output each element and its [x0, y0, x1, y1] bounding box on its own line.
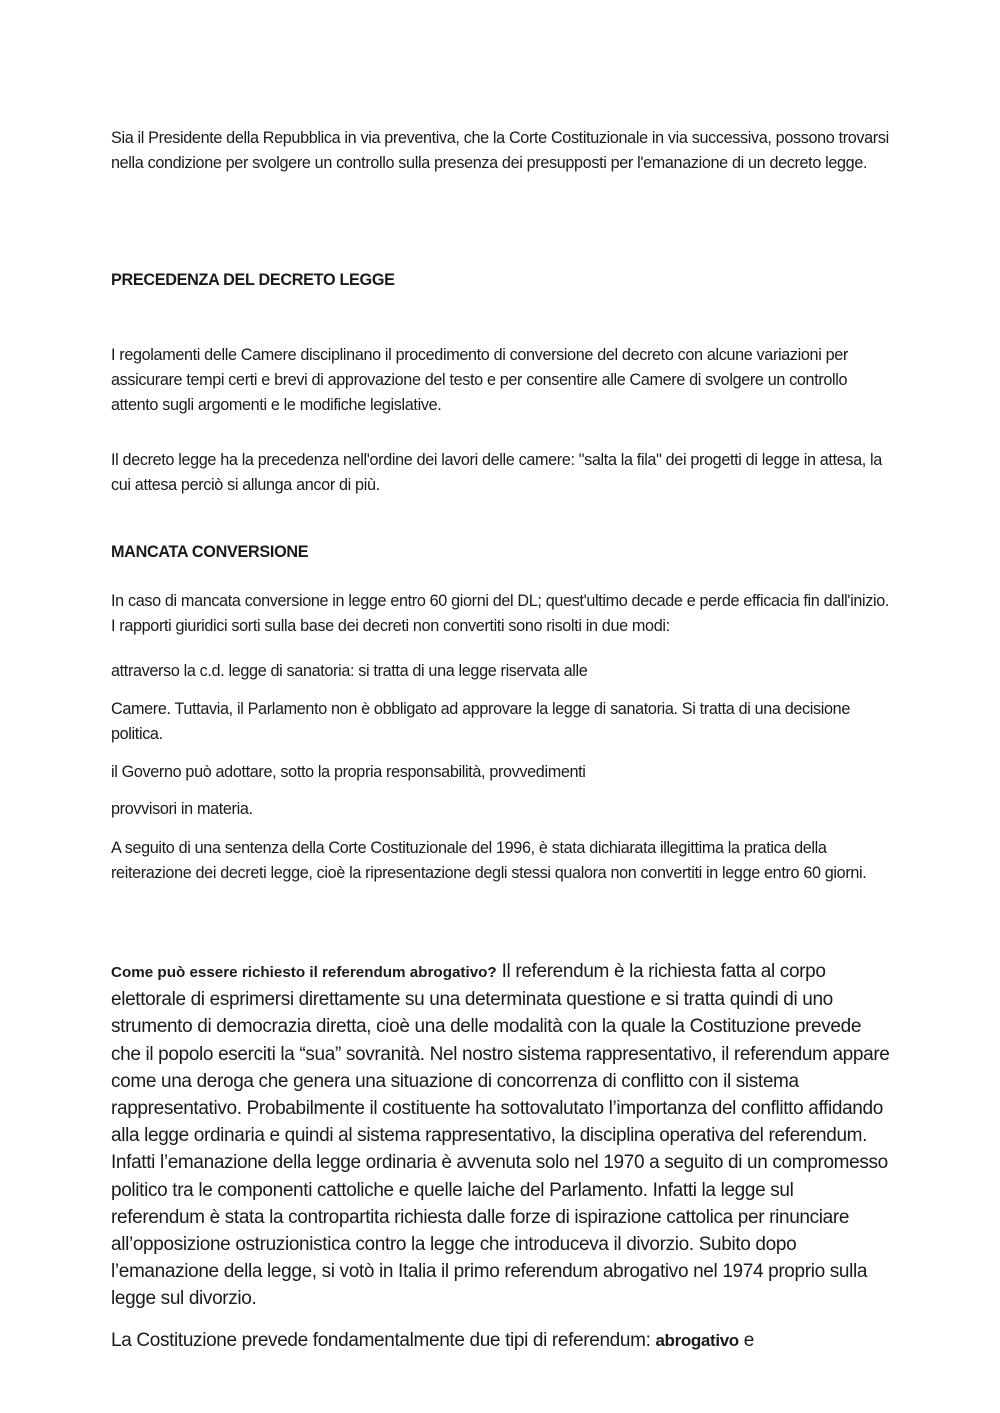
- paragraph-sentenza-1996: A seguito di una sentenza della Corte Costituzionale del 1996, è stata dichiarata illegittima la pratica della reiterazione dei decreti legge, cioè la ripresentazione degli stessi qualora non convertiti in legge entro 60 giorni.: [111, 839, 867, 882]
- heading-precedenza-decreto-legge: PRECEDENZA DEL DECRETO LEGGE: [111, 271, 395, 289]
- tipi-referendum-text: La Costituzione prevede fondamentalmente due tipi di referendum:: [111, 1330, 656, 1351]
- tipi-referendum-end: e: [738, 1330, 754, 1351]
- paragraph-camere-sanatoria: Camere. Tuttavia, il Parlamento non è obbligato ad approvare la legge di sanatoria. Si tratta di una decisione politica.: [111, 700, 850, 743]
- paragraph-governo-provvedimenti: il Governo può adottare, sotto la propria responsabilità, provvedimenti: [111, 763, 586, 781]
- paragraph-precedenza-lavori: Il decreto legge ha la precedenza nell'ordine dei lavori delle camere: "salta la fila" dei progetti di legge in attesa, la cui attesa perciò si allunga ancor di più.: [111, 451, 882, 494]
- referendum-body: Il referendum è la richiesta fatta al corpo elettorale di esprimersi direttamente su una determinata questione e si tratta quindi di uno strumento di democrazia diretta, cioè una delle modalità con la quale la Costituzione prevede che il popolo eserciti la “sua” sovranità. Nel nostro sistema rappresentativo, il referendum appare come una deroga che genera una situazione di concorrenza di conflitto con il sistema rappresentativo. Probabilmente il costituente ha sottovalutato l’importanza del conflitto affidando alla legge ordinaria e quindi al sistema rappresentativo, la disciplina operativa del referendum. Infatti l’emanazione della legge ordinaria è avvenuta solo nel 1970 a seguito di un compromesso politico tra le componenti cattoliche e quelle laiche del Parlamento. Infatti la legge sul referendum è stata la contropartita richiesta dalle forze di ispirazione cattolica per rinunciare all’opposizione ostruzionistica contro la legge che introduceva il divorzio. Subito dopo l’emanazione della legge, si votò in Italia il primo referendum abrogativo nel 1974 proprio sulla legge sul divorzio.: [111, 961, 890, 1310]
- abrogativo-term: abrogativo: [655, 1331, 739, 1350]
- heading-mancata-conversione: MANCATA CONVERSIONE: [111, 543, 309, 561]
- paragraph-regolamenti-camere: I regolamenti delle Camere disciplinano il procedimento di conversione del decreto con alcune variazioni per assicurare tempi certi e brevi di approvazione del testo e per consentire alle Camere di svolgere un controllo attento sugli argomenti e le modifiche legislative.: [111, 346, 848, 414]
- paragraph-legge-sanatoria: attraverso la c.d. legge di sanatoria: si tratta di una legge riservata alle: [111, 662, 588, 680]
- paragraph-referendum: [111, 958, 891, 1313]
- paragraph-provvisori: provvisori in materia.: [111, 800, 253, 818]
- paragraph-mancata-conversione: In caso di mancata conversione in legge entro 60 giorni del DL; quest'ultimo decade e perde efficacia fin dall'inizio. I rapporti giuridici sorti sulla base dei decreti non convertiti sono risolti in due modi:: [111, 592, 890, 635]
- paragraph-controllo-presupposti: Sia il Presidente della Repubblica in via preventiva, che la Corte Costituzionale in via successiva, possono trovarsi nella condizione per svolgere un controllo sulla presenza dei presupposti per l'emanazione di un decreto legge.: [111, 129, 889, 172]
- referendum-question: Come può essere richiesto il referendum abrogativo?: [111, 964, 497, 981]
- paragraph-tipi-referendum: [111, 1327, 891, 1354]
